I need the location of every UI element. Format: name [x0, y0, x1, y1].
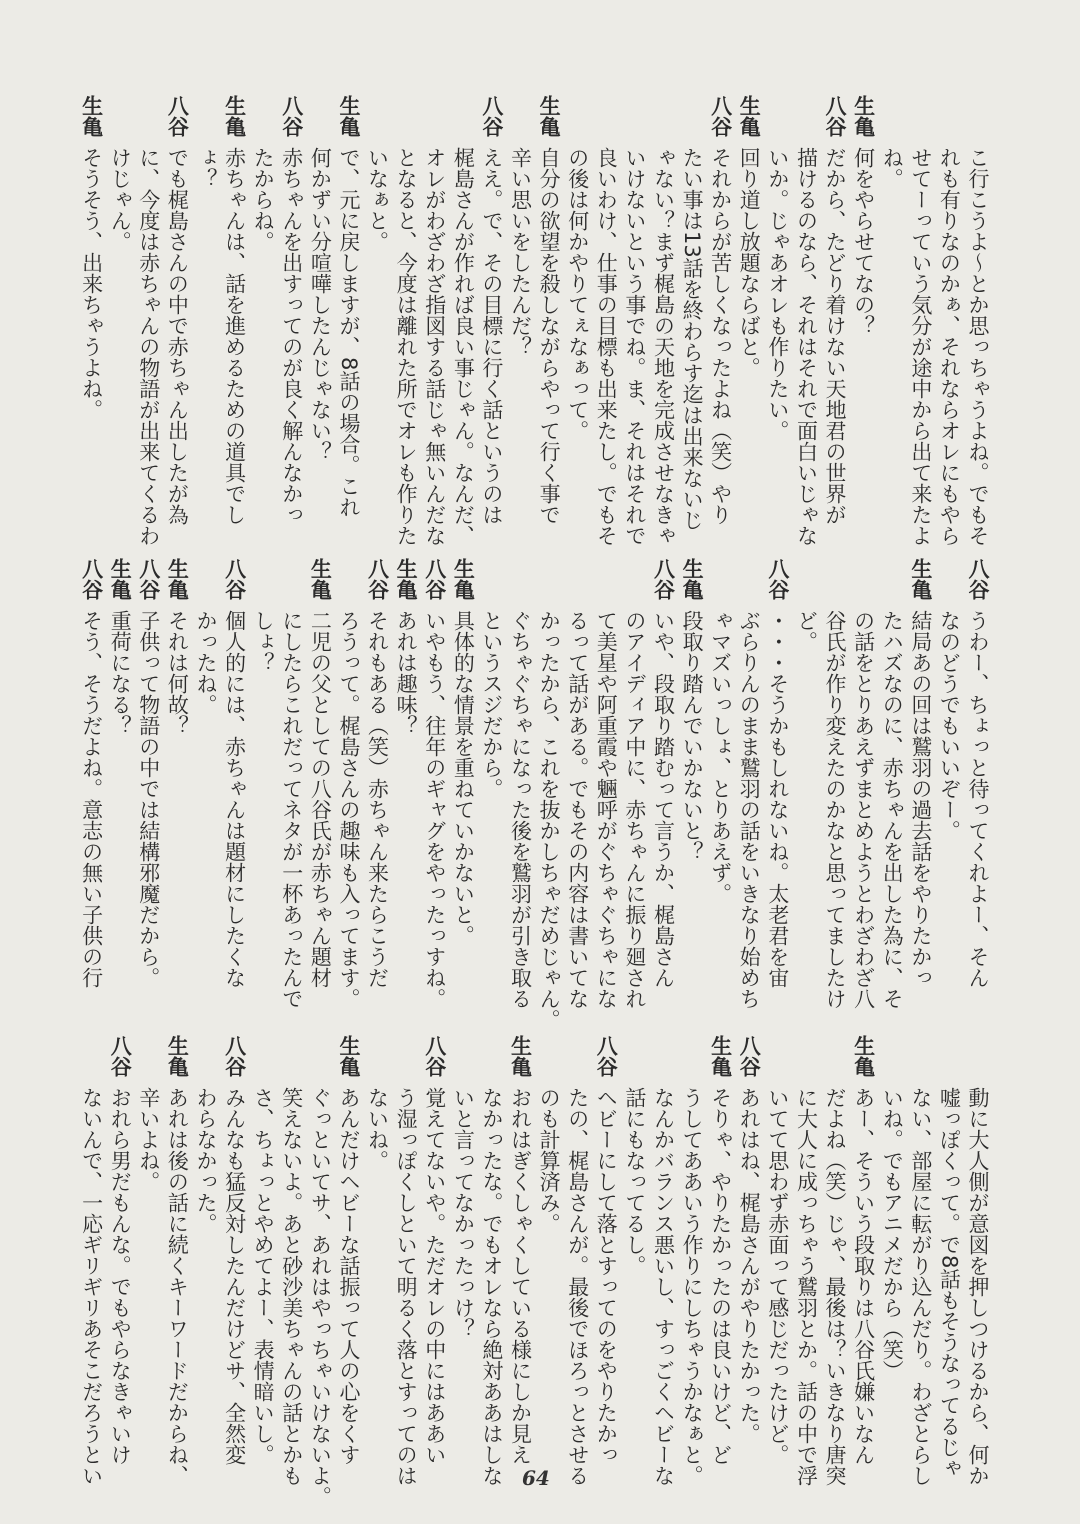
speaker-label: 生亀	[308, 558, 333, 600]
speaker-label: 八谷	[422, 558, 447, 600]
dialogue-text: でも梶島さんの中で赤ちゃん出したが為	[165, 147, 190, 525]
dialogue-text: いてて思わず赤面って感じだったけど。	[765, 1087, 790, 1465]
text-column	[477, 95, 506, 535]
dialogue-text: たの、梶島さんが。最後でほろっとさせる	[565, 1087, 590, 1486]
dialogue-text: そりゃ、やりたかったのは良いけど、ど	[708, 1087, 733, 1465]
text-column	[563, 1035, 592, 1486]
dialogue-text: 覚えてないや。ただオレの中にはああい	[422, 1087, 447, 1465]
text-column	[763, 95, 792, 535]
text-column	[792, 95, 821, 546]
text-column	[878, 558, 907, 1009]
dialogue-text: 段取り踏んでいかないと？	[680, 610, 705, 862]
text-column	[420, 1035, 449, 1465]
text-column	[878, 95, 907, 535]
text-column	[277, 95, 306, 535]
dialogue-text: のも計算済み。	[537, 1087, 562, 1234]
speaker-label: 生亀	[851, 95, 876, 137]
text-column	[563, 95, 592, 535]
text-column	[477, 1035, 506, 1486]
dialogue-text: うしてああいう作りにしちゃうかなぁと。	[680, 1087, 705, 1486]
text-column	[963, 558, 992, 988]
dialogue-text: こ行こうよ～とか思っちゃうよね。でもそ	[966, 147, 990, 546]
text-column	[449, 95, 478, 546]
dialogue-text: 自分の欲望を殺しながらやって行く事で	[537, 147, 562, 525]
dialogue-text: おれはぎくしゃくしている様にしか見え	[508, 1087, 533, 1465]
text-column	[506, 558, 535, 1009]
dialogue-text: 梶島さんが作れば良い事じゃん。なんだ、	[451, 147, 476, 546]
text-column	[878, 1035, 907, 1465]
text-column	[535, 1035, 564, 1465]
dialogue-text: せてーっていう気分が途中から出て来たよ	[908, 147, 933, 546]
speaker-label: 八谷	[222, 558, 247, 600]
dialogue-text: しょ？	[251, 610, 276, 673]
speaker-label: 生亀	[537, 95, 562, 137]
text-column	[363, 558, 392, 988]
dialogue-text: ぐちゃぐちゃになった後を鷲羽が引き取る	[508, 610, 533, 1009]
dialogue-text: に大人に成っちゃう鷲羽とか。話の中で浮	[794, 1087, 819, 1486]
dialogue-text: あー、そういう段取りは八谷氏嫌いなん	[851, 1087, 876, 1465]
speaker-label: 生亀	[451, 558, 476, 600]
text-column	[820, 1035, 849, 1486]
dialogue-text: ゃない？まず梶島の天地を完成させなきゃ	[651, 147, 676, 546]
dialogue-text: て美星や阿重霞や魎呼がぐちゃぐちゃにな	[594, 610, 619, 1009]
text-column	[249, 558, 278, 978]
dialogue-text: たからね。	[251, 147, 276, 252]
interview-band-middle	[76, 558, 992, 1030]
text-column	[706, 95, 735, 535]
text-column	[906, 1035, 935, 1486]
text-column	[106, 558, 135, 978]
speaker-label: 八谷	[708, 95, 733, 137]
interview-band-top	[76, 95, 992, 546]
text-column	[849, 558, 878, 1009]
dialogue-text: あれはね、梶島さんがやりたかった。	[737, 1087, 762, 1444]
text-column	[849, 1035, 878, 1465]
dialogue-text: いなぁと。	[365, 147, 390, 252]
speaker-label: 生亀	[508, 1035, 533, 1077]
speaker-label: 生亀	[222, 95, 247, 137]
text-column	[163, 558, 192, 978]
dialogue-text: ない、部屋に転がり込んだり。わざとらし	[908, 1087, 933, 1486]
dialogue-text: そうそう、出来ちゃうよね。	[79, 147, 104, 420]
dialogue-text: ゃマズいっしょ、とりあえず。	[708, 610, 733, 904]
dialogue-text: なのどうでもいいぞー。	[937, 610, 962, 841]
speaker-label: 八谷	[737, 1035, 762, 1077]
dialogue-text: 谷氏が作り変えたのかなと思ってましたけ	[823, 610, 848, 1009]
dialogue-text: うわー、ちょっと待ってくれよー、そん	[966, 610, 990, 988]
dialogue-text: おれら男だもんな。でもやらなきゃいけ	[108, 1087, 133, 1465]
speaker-label: 八谷	[422, 1035, 447, 1077]
text-column	[249, 95, 278, 535]
text-column	[334, 558, 363, 1009]
speaker-label: 八谷	[165, 95, 190, 137]
speaker-label: 生亀	[680, 558, 705, 600]
dialogue-text: そう、そうだよね。意志の無い子供の行	[79, 610, 104, 988]
text-column	[77, 1035, 106, 1486]
text-column	[392, 558, 421, 978]
text-column	[277, 558, 306, 1009]
dialogue-text: ょ？	[193, 147, 218, 189]
text-column	[334, 95, 363, 535]
speaker-label: 生亀	[79, 95, 104, 137]
text-column	[935, 558, 964, 978]
text-column	[249, 1035, 278, 1465]
text-column	[820, 95, 849, 535]
dialogue-text: ろうって。梶島さんの趣味も入ってます。	[336, 610, 361, 1009]
text-column	[420, 558, 449, 1009]
text-column	[77, 558, 106, 988]
dialogue-text: う湿っぽくしといて明るく落とすってのは	[394, 1087, 419, 1486]
speaker-label: 生亀	[851, 1035, 876, 1077]
text-column	[906, 558, 935, 988]
dialogue-text: ぶらりんのまま鷲羽の話をいきなり始めち	[737, 610, 762, 1009]
dialogue-text: あれは後の話に続くキーワードだからね、	[165, 1087, 190, 1486]
text-column	[535, 95, 564, 535]
text-column	[220, 1035, 249, 1465]
dialogue-text: に、今度は赤ちゃんの物語が出来てくるわ	[136, 147, 161, 546]
text-column	[334, 1035, 363, 1465]
dialogue-text: 良いわけ、仕事の目標も出来たし。でもそ	[594, 147, 619, 546]
dialogue-text: かったから、これを抜かしちゃだめじゃん。	[537, 610, 562, 1030]
text-column	[649, 1035, 678, 1486]
text-column	[935, 95, 964, 546]
dialogue-text: だから、たどり着けない天地君の世界が	[823, 147, 848, 525]
page-number: 64	[522, 1466, 550, 1490]
dialogue-text: なかったな。でもオレなら絶対ああはしな	[479, 1087, 504, 1486]
speaker-label: 八谷	[136, 558, 161, 600]
text-column	[363, 1035, 392, 1465]
speaker-label: 八谷	[365, 558, 390, 600]
dialogue-text: なんかバランス悪いし、すっごくヘビーな	[651, 1087, 676, 1486]
dialogue-text: いか。じゃあオレも作りたい。	[765, 147, 790, 441]
dialogue-text: 動に大人側が意図を押しつけるから、何か	[966, 1087, 990, 1486]
text-column	[506, 95, 535, 535]
dialogue-text: 回り道し放題ならばと。	[737, 147, 762, 378]
text-column	[735, 95, 764, 535]
speaker-label: 八谷	[823, 95, 848, 137]
text-column	[592, 95, 621, 546]
text-column	[306, 558, 335, 988]
dialogue-text: たい事は13話を終わらす迄は出来ないじ	[680, 147, 705, 531]
text-column	[763, 1035, 792, 1465]
speaker-label: 生亀	[737, 95, 762, 137]
dialogue-text: 辛い思いをしたんだ？	[508, 147, 533, 357]
text-column	[306, 1035, 335, 1507]
text-column	[620, 95, 649, 546]
text-column	[935, 1035, 964, 1479]
text-column	[677, 558, 706, 978]
text-column	[735, 558, 764, 1009]
dialogue-text: それは何故？	[165, 610, 190, 736]
dialogue-text: いね。でもアニメだから（笑）	[880, 1087, 905, 1381]
dialogue-text: 笑えないよ。あと砂沙美ちゃんの話とかも	[279, 1087, 304, 1486]
dialogue-text: みんなも猛反対したんだけどサ、全然変	[222, 1087, 247, 1465]
dialogue-text: というスジだから。	[479, 610, 504, 799]
text-column	[620, 558, 649, 1009]
dialogue-text: となると、今度は離れた所でオレも作りた	[394, 147, 419, 546]
speaker-label: 八谷	[651, 558, 676, 600]
dialogue-text: 描けるのなら、それはそれで面白いじゃな	[794, 147, 819, 546]
dialogue-text: の後は何かやりてぇなぁって。	[565, 147, 590, 441]
text-column	[306, 95, 335, 535]
dialogue-text: 具体的な情景を重ねていかないと。	[451, 610, 476, 946]
speaker-label: 生亀	[108, 558, 133, 600]
speaker-label: 八谷	[222, 1035, 247, 1077]
speaker-label: 八谷	[279, 95, 304, 137]
text-column	[535, 558, 564, 1030]
text-column	[77, 95, 106, 535]
text-column	[506, 1035, 535, 1465]
text-column	[792, 1035, 821, 1486]
dialogue-text: 赤ちゃんは、話を進めるための道具でし	[222, 147, 247, 525]
dialogue-text: 話にもなってるし。	[622, 1087, 647, 1276]
speaker-label: 八谷	[765, 558, 790, 600]
text-column	[963, 1035, 992, 1486]
text-column	[220, 558, 249, 988]
speaker-label: 生亀	[394, 558, 419, 600]
speaker-label: 生亀	[908, 558, 933, 600]
text-column	[677, 95, 706, 535]
dialogue-text: 重荷になる？	[108, 610, 133, 736]
text-column	[134, 95, 163, 546]
dialogue-text: だよね（笑）じゃ、最後は？いきなり唐突	[823, 1087, 848, 1486]
dialogue-text: いと言ってなかったっけ？	[451, 1087, 476, 1339]
text-column	[106, 1035, 135, 1465]
text-column	[763, 558, 792, 988]
speaker-label: 生亀	[336, 1035, 361, 1077]
dialogue-text: けじゃん。	[108, 147, 133, 252]
text-column	[191, 95, 220, 535]
text-column	[420, 95, 449, 546]
speaker-label: 八谷	[79, 558, 104, 600]
dialogue-text: にしたらこれだってネタが一杯あったんで	[279, 610, 304, 1009]
text-column	[449, 1035, 478, 1465]
text-column	[706, 1035, 735, 1465]
text-column	[563, 558, 592, 1009]
text-column	[220, 95, 249, 535]
speaker-label: 八谷	[479, 95, 504, 137]
dialogue-text: で、元に戻しますが、8話の場合。これ	[336, 147, 361, 518]
text-column	[706, 558, 735, 978]
dialogue-text: ヘビーにして落とすってのをやりたかっ	[594, 1087, 619, 1465]
dialogue-text: ないんで、一応ギリギリあそこだろうとい	[79, 1087, 104, 1486]
dialogue-text: れも有りなのかぁ、それならオレにもやら	[937, 147, 962, 546]
text-column	[963, 95, 992, 546]
text-column	[277, 1035, 306, 1486]
dialogue-text: それからが苦しくなったよね（笑）やり	[708, 147, 733, 525]
text-column	[820, 558, 849, 1009]
text-column	[392, 1035, 421, 1486]
dialogue-text: の話をとりあえずまとめようとわざわざ八	[851, 610, 876, 1009]
dialogue-text: 個人的には、赤ちゃんは題材にしたくな	[222, 610, 247, 988]
text-column	[477, 558, 506, 978]
speaker-label: 八谷	[594, 1035, 619, 1077]
text-column	[792, 558, 821, 978]
text-column	[906, 95, 935, 546]
text-column	[677, 1035, 706, 1486]
speaker-label: 生亀	[165, 558, 190, 600]
text-column	[106, 95, 135, 535]
dialogue-text: ・・・そうかもしれないね。太老君を宙	[765, 610, 790, 988]
text-column	[134, 558, 163, 988]
text-column	[363, 95, 392, 535]
dialogue-text: 子供って物語の中では結構邪魔だから。	[136, 610, 161, 988]
text-column	[392, 95, 421, 546]
dialogue-text: 何かずい分喧嘩したんじゃない？	[308, 147, 333, 462]
dialogue-text: いや、段取り踏むって言うか、梶島さん	[651, 610, 676, 988]
dialogue-text: 二児の父としての八谷氏が赤ちゃん題材	[308, 610, 333, 988]
dialogue-text: のアイディア中に、赤ちゃんに振り廻され	[622, 610, 647, 1009]
dialogue-text: 何をやらせてなの？	[851, 147, 876, 336]
dialogue-text: わらなかった。	[193, 1087, 218, 1234]
text-column	[449, 558, 478, 978]
dialogue-text: オレがわざわざ指図する話じゃ無いんだな	[422, 147, 447, 546]
speaker-label: 八谷	[108, 1035, 133, 1077]
dialogue-text: ね。	[880, 147, 905, 189]
dialogue-text: ないね。	[365, 1087, 390, 1171]
dialogue-text: たハズなのに、赤ちゃんを出した為に、そ	[880, 610, 905, 1009]
dialogue-text: 赤ちゃんを出すってのが良く解んなかっ	[279, 147, 304, 525]
dialogue-text: いやもう、往年のギャグをやったっすね。	[422, 610, 447, 1009]
dialogue-text: ぐっといてサ、あれはやっちゃいけないよ。	[308, 1087, 333, 1507]
speaker-label: 生亀	[336, 95, 361, 137]
dialogue-text: 嘘っぽくって。で8話もそうなってるじゃ	[937, 1087, 962, 1479]
text-column	[134, 1035, 163, 1465]
dialogue-text: それもある（笑）赤ちゃん来たらこうだ	[365, 610, 390, 988]
speaker-label: 生亀	[165, 1035, 190, 1077]
text-column	[649, 558, 678, 988]
speaker-label: 生亀	[708, 1035, 733, 1077]
speaker-label: 八谷	[966, 558, 990, 600]
dialogue-text: ええ。で、その目標に行く話というのは	[479, 147, 504, 525]
text-column	[191, 558, 220, 978]
text-column	[849, 95, 878, 535]
text-column	[620, 1035, 649, 1465]
dialogue-text: さ、ちょっとやめてよー、表情暗いし。	[251, 1087, 276, 1465]
text-column	[735, 1035, 764, 1465]
dialogue-text: あれは趣味？	[394, 610, 419, 736]
text-column	[163, 1035, 192, 1486]
text-column	[163, 95, 192, 535]
dialogue-text: 結局あの回は鷲羽の過去話をやりたかっ	[908, 610, 933, 988]
dialogue-text: 辛いよね。	[136, 1087, 161, 1192]
dialogue-text: ど。	[794, 610, 819, 652]
text-column	[191, 1035, 220, 1465]
dialogue-text: るって話がある。でもその内容は書いてな	[565, 610, 590, 1009]
dialogue-text: かったね。	[193, 610, 218, 715]
dialogue-text: いけないという事でね。ま、それはそれで	[622, 147, 647, 546]
text-column	[649, 95, 678, 546]
dialogue-text: あんだけヘビーな話振って人の心をくす	[336, 1087, 361, 1465]
text-column	[592, 558, 621, 1009]
text-column	[592, 1035, 621, 1465]
